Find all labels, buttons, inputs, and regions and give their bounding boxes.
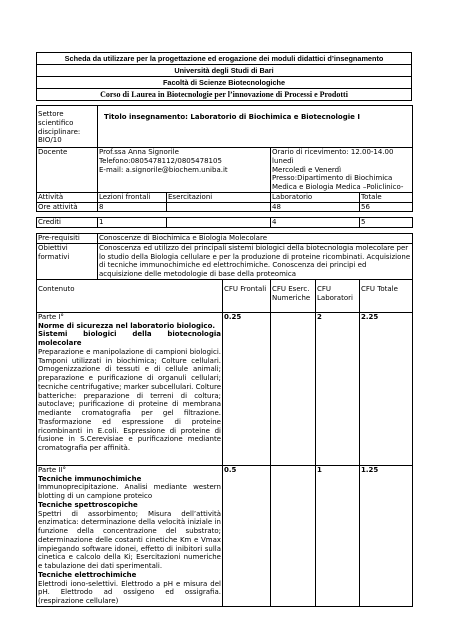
parte1-cfu-eserc <box>271 312 316 465</box>
crediti-lezioni: 1 <box>98 218 167 228</box>
prereq-label: Pre-requisiti <box>37 234 98 244</box>
docente-label: Docente <box>37 148 98 193</box>
attivita-header: Attività <box>37 192 98 202</box>
parte1-title: Parte I° <box>38 312 64 321</box>
ore-label: Ore attività <box>37 202 98 212</box>
obiettivi-value: Conoscenza ed utilizzo dei principali sistemi biologici della biotecnologia molecolare per lo studio della Biologia cellulare e per la produzione di proteine ricombinati. Acquisizione di tecniche immunochimiche ed elettrochimiche. Conoscenza dei principi ed acquisizione delle metodologie di base della proteomica <box>98 243 413 279</box>
settore-label: Settore scientifico disciplinare: BIO/10 <box>37 106 98 148</box>
parte2-heading-3: Tecniche elettrochimiche <box>38 570 137 579</box>
parte2-title: Parte II° <box>38 465 66 474</box>
totale-header: Totale <box>360 192 413 202</box>
parte1-content <box>37 312 223 465</box>
header-line-2: Università degli Studi di Bari <box>37 65 411 77</box>
header-line-1: Scheda da utilizzare per la progettazione ed erogazione dei moduli didattici d’insegnamento <box>37 53 411 65</box>
parte2-text-3: Elettrodi iono-selettivi. Elettrodo a pH e misura del pH. Elettrodo ad ossigeno ed ossigrafia. (respirazione cellulare) <box>38 579 221 605</box>
parte2-heading-2: Tecniche spettroscopiche <box>38 500 138 509</box>
ore-esercitazioni <box>167 202 271 212</box>
cfu-eserc-header: CFU Eserc. Numeriche <box>271 279 316 312</box>
obiettivi-label: Obiettivi formativi <box>37 243 98 279</box>
cfu-totale-header: CFU Totale <box>360 279 413 312</box>
parte2-cfu-eserc <box>271 465 316 606</box>
crediti-totale: 5 <box>360 218 413 228</box>
lezioni-header: Lezioni frontali <box>98 192 167 202</box>
parte1-heading-2: Sistemi biologici della biotecnologia molecolare <box>38 330 221 347</box>
cfu-laboratori-header: CFU Laboratori <box>316 279 360 312</box>
parte1-cfu-totale: 2.25 <box>360 312 413 465</box>
orario-line-1: Orario di ricevimento: 12.00-14.00 lunedì <box>272 148 394 165</box>
parte2-cfu-laboratori: 1 <box>316 465 360 606</box>
parte2-heading-1: Tecniche immunochimiche <box>38 474 142 483</box>
ore-lezioni: 8 <box>98 202 167 212</box>
cfu-frontali-header: CFU Frontali <box>223 279 271 312</box>
parte2-cfu-frontali: 0.5 <box>223 465 271 606</box>
docente-info <box>98 148 271 193</box>
ore-totale: 56 <box>360 202 413 212</box>
course-table <box>36 100 413 607</box>
docente-phone: Telefono:0805478112/0805478105 <box>99 156 222 165</box>
laboratorio-header: Laboratorio <box>271 192 360 202</box>
header-line-4 <box>37 89 411 100</box>
crediti-laboratorio: 4 <box>271 218 360 228</box>
document-page <box>36 52 412 607</box>
crediti-label: Crediti <box>37 218 98 228</box>
docente-name: Prof.ssa Anna Signorile <box>99 148 179 156</box>
parte1-cfu-laboratori: 2 <box>316 312 360 465</box>
header-line-4a: Corso di Laurea in Biotecnologie <box>100 90 215 99</box>
prereq-value: Conoscenze di Biochimica e Biologia Molecolare <box>98 234 413 244</box>
ore-laboratorio: 48 <box>271 202 360 212</box>
contenuto-label: Contenuto <box>37 279 223 312</box>
orario-info <box>271 148 413 193</box>
orario-line-2: Mercoledì e Venerdì <box>272 165 342 174</box>
course-title: Titolo insegnamento: Laboratorio di Biochimica e Biotecnologie I <box>98 106 413 148</box>
esercitazioni-header: Esercitazioni <box>167 192 271 202</box>
parte2-cfu-totale: 1.25 <box>360 465 413 606</box>
header-line-3: Facoltà di Scienze Biotecnologiche <box>37 77 411 89</box>
parte1-heading-1: Norme di sicurezza nel laboratorio biologico. <box>38 321 216 330</box>
document-header <box>36 52 412 101</box>
parte2-text-1: Immunoprecipitazione. Analisi mediante western blotting di un campione proteico <box>38 483 221 500</box>
header-line-4b: per l’innovazione di Processi e Prodotti <box>214 90 348 99</box>
crediti-esercitazioni <box>167 218 271 228</box>
parte2-text-2: Spettri di assorbimento; Misura dell’attività enzimatica: determinazione della velocità iniziale in funzione della concentrazione del substrato; determinazione delle costanti cinetiche Km e Vmax impiegando software idonei, effetto di inibitori sulla cinetica e calcolo della Ki; Esercitazioni numeriche e tabulazione dei dati sperimentali. <box>38 509 221 570</box>
parte1-text: Preparazione e manipolazione di campioni biologici. Tamponi utilizzati in biochimica; Colture cellulari. Omogenizzazione di tessuti e di cellule animali; preparazione e purificazione di organuli cellulari; tecniche centrifugative; marker subcellulari. Colture batteriche: preparazione di terreni di coltura; autoclave; purificazione di proteine di membrana mediante cromatografia per gel filtrazione. Trasformazione ed espressione di proteine ricombinanti in E.coli. Espressione di proteine di fusione in S.Cerevisiae e purificazione mediante cromatografia per affinità. <box>38 347 221 452</box>
parte1-cfu-frontali: 0.25 <box>223 312 271 465</box>
docente-email: E-mail: a.signorile@biochem.uniba.it <box>99 165 228 174</box>
parte2-content <box>37 465 223 606</box>
presso: Presso:Dipartimento di Biochimica Medica e Biologia Medica –Policlinico- <box>272 174 404 191</box>
